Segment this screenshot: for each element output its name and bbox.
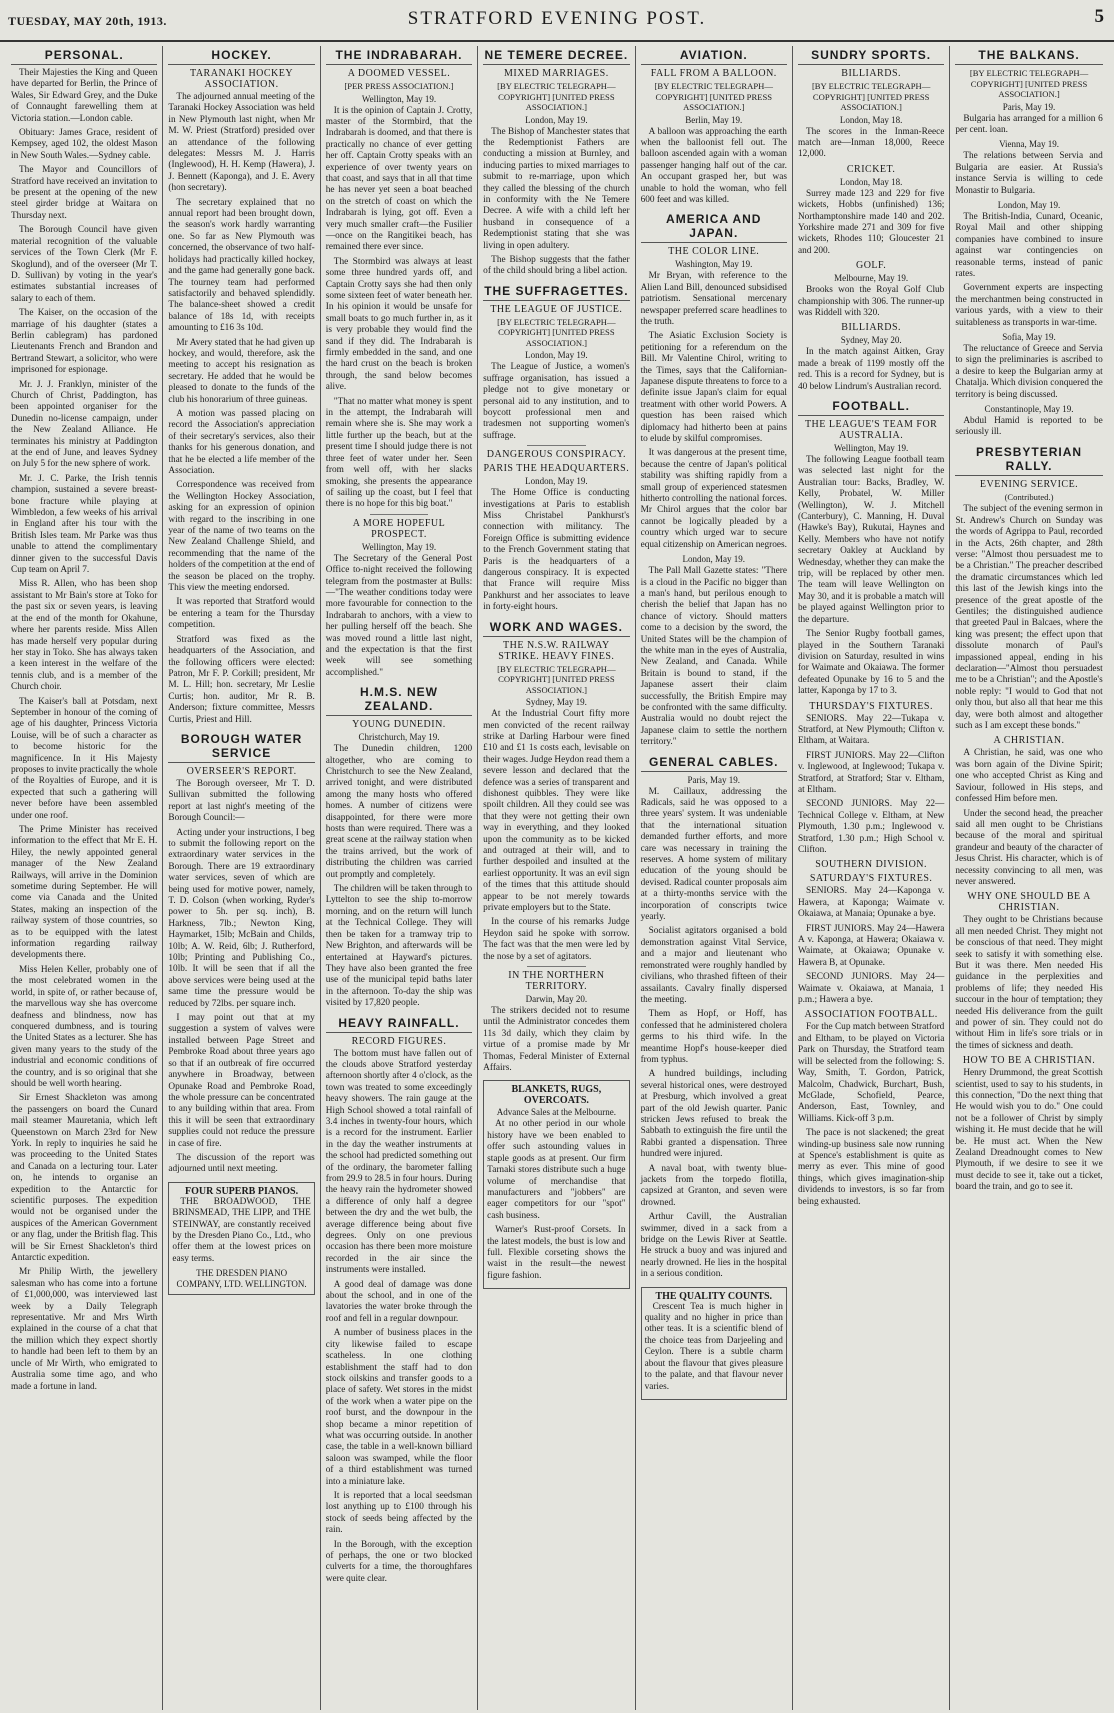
press-source: [BY ELECTRIC TELEGRAPH—COPYRIGHT] [UNITED PRESS ASSOCIATION.]: [497, 663, 616, 695]
article-paragraph: A good deal of damage was done about the school, and in one of the lavatories the water broke through the roof and fell in a regular downpour.: [325, 1279, 473, 1324]
press-source: [BY ELECTRIC TELEGRAPH—COPYRIGHT] [UNITED PRESS ASSOCIATION.]: [497, 81, 616, 112]
section-personal: [11, 48, 157, 1393]
article-paragraph: Under the second head, the preacher said all men ought to be Christians because of the moral and spiritual grandeur and beauty of the character of Jesus Christ. His character, which is of necessity convincing to all men, was never answered.: [955, 808, 1103, 887]
article-paragraph: The Dunedin children, 1200 altogether, who are coming to Christchurch to see the New Zealand, arrived tonight, and were distributed among the many hosts who offered homes. A number of citizens were disappointed, for there were more hosts than were required. There was a great scene at the railway station when the trains arrived, but the work of distributing the children was carried out promptly and completely.: [325, 744, 473, 880]
article-paragraph: Abdul Hamid is reported to be seriously ill.: [955, 416, 1103, 438]
sub-headline: SATURDAY'S FIXTURES.: [809, 873, 933, 885]
section-aviation: [641, 48, 787, 206]
column-balkans: [950, 46, 1107, 1710]
section-water-service: [168, 732, 314, 1176]
article-paragraph: Miss Helen Keller, probably one of the most celebrated women in the world, in spite of, or rather because of, the marvellous way she has overcome deafness and blindness, now has conquered dumbness, and is touring the United States as a lecturer. She has given many years to the study of the industrial and economic conditions of the country, and is so original that she should be well worth hearing.: [11, 964, 158, 1089]
article-paragraph: A number of business places in the city likewise failed to escape scatheless. In one clothing establishment the staff had to don stock oilskins and transfer goods to a place of safety. Wet stores in the midst of the work when a water pipe on the roof burst, and the downpour in the shop became a minor repetition of what was occurring outside. In another case, the table in a well-known billiard saloon was swamped, while the floor of a third establishment was turned into a miniature lake.: [325, 1328, 473, 1487]
section-title: AVIATION.: [641, 48, 787, 65]
fixture-list: SENIORS. May 22—Tukapa v. Stratford, at New Plymouth; Clifton v. Eltham, at Waitara.: [797, 713, 945, 747]
section-title: H.M.S. NEW ZEALAND.: [326, 685, 472, 716]
article-paragraph: They ought to be Christians because all men needed Christ. They might not be conscious of that need. They might seek to satisfy it with something else. But it was there. Men needed His guidance in the perplexities and problems of life; they needed His succour in the hour of temptation; they needed His deliverance from the guilt and power of sin. They could not do without Him in life's sore trials or in the times of sickness and death.: [955, 915, 1103, 1051]
sub-headline: IN THE NORTHERN TERRITORY.: [508, 970, 605, 993]
dateline: London, May 19.: [997, 199, 1061, 210]
article-paragraph: The Stormbird was always at least some three hundred yards off, and Captain Crotty says she had then only some sixteen feet of water beneath her. In his opinion it would be unsafe for small boats to go much further in, as it is very probable they would find the sand if they did. The Indrabarah is firmly embedded in the sand, and one the hard crust on the beach is broken through, the sand below becomes alive.: [325, 256, 473, 393]
article-paragraph: The following League football team was selected last night for the Australian tour: Backs, Bradley, W. Kelly, Probatel, W. Miller (Wellington), W. J. Mitchell (Canterbury), C. Manning, H. Duval (Hawke's Bay), Rukutai, Haynes and Kelly. Members who have not notify secretary Oakley at Auckland by Wednesday, whether they can make the trip, will be replaced by other men. The team will leave Wellington on May 30, and it is probable a match will be played against Wellington prior to the departure.: [797, 455, 945, 625]
sub-headline: GOLF.: [855, 260, 887, 272]
article-paragraph: Mr Bryan, with reference to the Alien Land Bill, denounced subsidised patriotism. Sensational mercenary newspaper preferred scare headlines to the truth.: [640, 271, 787, 327]
advertisement-tea: [641, 1287, 787, 1400]
article-paragraph: The reluctance of Greece and Servia to sign the preliminaries is ascribed to a desire to keep the Bulgarian army at Chatalja. Which division conquered the territory is being discussed.: [955, 344, 1103, 400]
article-paragraph: Their Majesties the King and Queen have departed for Berlin, the Prince of Wales, Sir Edward Grey, and the Duke of Connaught farewelling them at Victoria station.—London cable.: [11, 68, 158, 124]
fixture-list: FIRST JUNIORS. May 22—Clifton v. Inglewood, at Inglewood; Tukapa v. Stratford, at Stratford; Star v. Eltham, at Eltham.: [797, 750, 945, 795]
article-paragraph: The Mayor and Councillors of Stratford have received an invitation to be present at the opening of the new steel girder bridge at Waitara on Thursday next.: [11, 165, 158, 221]
article-paragraph: Mr. J. C. Parke, the Irish tennis champion, sustained a severe breast-bone fracture while playing at Wimbledon, a few weeks of his arrival in England after his tour with the British Isles team. Mr Parke was thus unable to attend the complimentary dinner given to the successful Davis Cup team on April 7.: [11, 473, 158, 576]
article-paragraph: A Christian, he said, was one who was born again of the Divine Spirit; one who accepted Christ as King and Saviour, followed in His steps, and confessed Him before men.: [955, 748, 1103, 805]
article-paragraph: The Prime Minister has received information to the effect that Mr E. H. Hiley, the newly appointed general manager of the New Zealand Railways, will arrive in the Dominion sometime during September. He will come via Canada and the United States, making an inspection of the railway system of those countries, so as to be equipped with the latest information regarding railway developments there.: [11, 825, 158, 961]
section-title: WORK AND WAGES.: [483, 620, 629, 637]
article-paragraph: The Secretary of the General Post Office to-night received the following telegram from the postmaster at Bulls:—"The weather conditions today were more favourable for connection to the Indrabarah to anchors, with a view to her pulling herself off the beach. She was moved round a little last night, and the expectation is that the first week will see something accomplished.": [325, 553, 473, 678]
section-presbyterian-rally: [955, 445, 1102, 1194]
column-aviation: [636, 46, 793, 1710]
article-paragraph: The discussion of the report was adjourned until next meeting.: [168, 1152, 315, 1175]
section-title: GENERAL CABLES.: [641, 755, 787, 772]
section-title: THE SUFFRAGETTES.: [483, 284, 629, 301]
sub-headline: ASSOCIATION FOOTBALL.: [804, 1009, 938, 1021]
sub-headline: CRICKET.: [846, 163, 896, 175]
section-general-cables: [641, 755, 787, 1281]
dateline: London, May 18.: [839, 176, 903, 187]
article-paragraph: A hundred buildings, including several historical ones, were destroyed at Presburg, which involved a great part of the old Jewish quarter. Panic stricken Jews refused to break the Sabbath to extinguish the fire until the Rabbi granted a dispensation. Three hundred were injured.: [640, 1069, 787, 1160]
dateline: Vienna, May 19.: [999, 139, 1060, 150]
article-paragraph: It was dangerous at the present time, because the centre of Japan's political stability was shifting rapidly from a small group of experienced statesmen hitherto controlling the national forces. Mr Chirol argues that the color bar cannot be logically pleaded by a country which urged war to secure equal citizenship on American negroes.: [640, 448, 787, 550]
dateline: Sofia, May 19.: [1002, 332, 1056, 342]
article-paragraph: The Bishop of Manchester states that the Redemptionist Fathers are conducting a mission at Burnley, and inducing parties to mixed marriages to submit to re-marriage, upon which they called the blessing of the church in conformity with the Ne Temere Decree. A wife with a child left her husband in consequence of a Redemptionist stating that she was living in open adultery.: [483, 126, 630, 251]
dateline: London, May 19.: [525, 114, 588, 125]
section-hockey: [168, 48, 314, 726]
article-paragraph: The Home Office is conducting investigations at Paris to establish Miss Christabel Pankhurst's connection with militancy. The Foreign Office is submitting evidence to the French Government stating that Paris is the headquarters of a dangerous conspiracy. It is expected that France will require Miss Pankhurst and her associates to leave in forty-eight hours.: [483, 488, 630, 613]
section-suffragettes: [483, 284, 629, 614]
masthead: [0, 0, 1114, 42]
sub-headline: MIXED MARRIAGES.: [504, 68, 609, 79]
article-paragraph: Them as Hopf, or Hoff, has confessed that he administered cholera germs to his third wife. In the meantime Hopf's house-keeper died from typhus.: [640, 1009, 787, 1065]
press-source: (Contributed.): [1004, 491, 1054, 502]
column-ne-temere: [478, 46, 635, 1710]
fixture-list: SENIORS. May 24—Kaponga v. Hawera, at Kaponga; Waimate v. Okaiawa, at Manaia; Opunake a bye.: [797, 886, 945, 920]
issue-date: TUESDAY, MAY 20th, 1913.: [8, 14, 167, 28]
section-ne-temere: [483, 48, 629, 278]
dateline: London, May 19.: [525, 350, 588, 361]
section-title: BOROUGH WATER SERVICE: [168, 732, 314, 763]
article-paragraph: At the Industrial Court fifty more men convicted of the recent railway strike at Darling Harbour were fined £10 and £1 1s costs each, levisable on their wages. Judge Heydon read them a severe lesson and declared that the defence was a series of transparent and dishonest quibbles. They were like spoilt children. All they could see was that they were not getting their own way in everything, and they looked upon the community as to be kicked and outraged at their will, and to further despoiled and insulted at the earliest opportunity. It was an evil sign of the times that this attitude should appear to be not merely towards private employers but to the State.: [483, 709, 630, 913]
section-title: HOCKEY.: [168, 48, 314, 65]
article-paragraph: I may point out that at my suggestion a system of valves were installed between Page Street and Pembroke Road about three years ago so that if an outbreak of fire occurred anywhere in Broadway, between Opunake Road and Pembroke Road, the whole pressure can be concentrated to any building within that area. From this it will be seen that extraordinary supplies could not reduce the pressure in case of fire.: [168, 1013, 315, 1149]
article-paragraph: A motion was passed placing on record the Association's appreciation of their secretary's services, also their thanks for his generous donation, and that he be elected a life member of the Association.: [168, 408, 315, 476]
dateline: Sydney, May 20.: [840, 335, 902, 346]
sub-headline: A CHRISTIAN.: [993, 735, 1065, 747]
sub-headline: RECORD FIGURES.: [351, 1035, 447, 1047]
sub-headline: PARIS THE HEADQUARTERS.: [483, 463, 630, 475]
fixture-list: SECOND JUNIORS. May 22—Technical College v. Eltham, at New Plymouth, 1.30 p.m.; Inglewood v. Stratford, 1.30 p.m.; High School v. Clifton.: [797, 799, 945, 855]
section-balkans: [955, 48, 1102, 439]
press-source: [BY ELECTRIC TELEGRAPH—COPYRIGHT] [UNITED PRESS ASSOCIATION.]: [811, 81, 931, 112]
article-paragraph: A balloon was approaching the earth when the balloonist fell out. The balloon ascended again with a woman passenger hanging half out of the car. An occupant grasped her, but was unable to hold the woman, who fell 600 feet and was killed.: [640, 126, 787, 205]
article-paragraph: Correspondence was received from the Wellington Hockey Association, asking for an expression of opinion with regard to the inscribing in one year of the name of two teams on the New Zealand Challenge Shield, and recommending that the name of the holders of the competition at the end of the season be placed on the trophy. This view the meeting endorsed.: [168, 480, 315, 594]
ad-title: THE QUALITY COUNTS.: [655, 1290, 773, 1302]
article-paragraph: In the course of his remarks Judge Heydon said he spoke with sorrow. The fact was that the men were led by the nose by a set of agitators.: [483, 917, 630, 962]
section-title: THE BALKANS.: [955, 48, 1102, 65]
section-title: FOOTBALL.: [798, 399, 944, 416]
dateline: London, May 19.: [525, 476, 588, 487]
dateline: Wellington, May 19.: [361, 93, 437, 104]
sub-headline: YOUNG DUNEDIN.: [352, 719, 446, 731]
article-paragraph: Surrey made 123 and 229 for five wickets, Hobbs (unfinished) 136; Northamptonshire made 140 and 202. Yorkshire made 271 and 309 for five wickets, Rhodes 110; Gloucester 21 and 200.: [797, 188, 945, 256]
article-paragraph: Miss R. Allen, who has been shop assistant to Mr Bain's store at Toko for the past six or seven years, is leaving at the end of the month for Okahune, where her parents reside. Miss Allen has made herself very popular during her stay in Toko. She has always taken a keen interest in the welfare of the tennis club, and is a member of the Church choir.: [11, 579, 158, 693]
ad-subtitle: Advance Sales at the Melbourne.: [496, 1107, 616, 1118]
article-paragraph: Mr Philip Wirth, the jewellery salesman who has come into a fortune of £1,000,000, was interviewed last week by a Daily Telegraph representative. Mr and Mrs Wirth explained in the course of a chat that the million which they expect shortly to handle had been left to them by an uncle of Mr Wirth, who emigrated to Australia some time ago, and who made a fortune in land.: [11, 1267, 158, 1392]
fixture-list: FIRST JUNIORS. May 24—Hawera A v. Kaponga, at Hawera; Okaiawa v. Waimate, at Okaiawa; Opunake v. Hawera B, at Opunake.: [797, 923, 945, 968]
divider: [527, 966, 586, 967]
article-paragraph: The Pall Mall Gazette states: "There is a cloud in the Pacific no bigger than a man's hand, but perilous enough to cherish the belief that Japan has no chance of victory. Should matters come to a decision by the sword, the United States will be the champion of the white man in the eyes of Australia, New Zealand, and Canada. While Britain is bound to stand, if the Japanese assert their claim successfully, the British Empire may be confronted with the same difficulty. Australia would no doubt reject the Japanese claim to settle the northern territory.": [640, 566, 787, 748]
article-paragraph: Mr Avery stated that he had given up hockey, and would, therefore, ask the meeting to accept his resignation as secretary. He added that he would be pleased to donate to the funds of the club his honorarium of three guineas.: [168, 337, 315, 405]
dateline: Berlin, May 19.: [685, 114, 743, 125]
section-title: THE INDRABARAH.: [326, 48, 472, 65]
newspaper-title: STRATFORD EVENING POST.: [407, 8, 707, 29]
sub-headline: THE N.S.W. RAILWAY STRIKE. HEAVY FINES.: [498, 639, 615, 662]
article-paragraph: The pace is not slackened; the great winding-up business sale now running at Spence's establishment is quite as merry as ever. This mine of good things, which gives imagination-ship dividends to investors, is so far from being exhausted.: [797, 1128, 945, 1207]
sub-headline: FALL FROM A BALLOON.: [650, 68, 777, 79]
dateline: Paris, May 19.: [1002, 101, 1056, 112]
article-paragraph: The Asiatic Exclusion Society is petitioning for a referendum on the Bill. Mr Valentine Chirol, writing to the Times, says that the Californian-Japanese dispute threatens to force to a definite issue Japan's claim for equal treatment with other world Powers. A question has been raised which diplomacy had hitherto been at pains to elude by skilful compromises.: [640, 331, 787, 445]
ad-title: BLANKETS, RUGS, OVERCOATS.: [511, 1084, 602, 1107]
article-paragraph: It was reported that Stratford would be entering a team for the Thursday competition.: [168, 597, 315, 631]
article-paragraph: The bottom must have fallen out of the clouds above Stratford yesterday afternoon shortly after 4 o'clock, as the town was treated to some exceedingly heavy showers. The rain gauge at the High School showed a total rainfall of 3.4 inches in twenty-four hours, which is a record for the instrument. Earlier in the day the weather instruments at the school had predicted something out of the ordinary, the barometer falling from 29.9 to 28.5 in four hours. During the heavy rain the hydrometer showed a difference of only half a degree between the dry and the wet bulb, the average difference being about five degrees. Only on one previous occasion has there been more moisture recorded in the air since the instruments were installed.: [325, 1048, 473, 1276]
article-paragraph: The Bishop suggests that the father of the child should bring a libel action.: [483, 254, 630, 277]
column-hockey: [163, 46, 320, 1710]
article-paragraph: Mr. J. J. Franklyn, minister of the Church of Christ, Paddington, has been appointed organiser for the Dunedin no-license campaign, under the New Zealand Alliance. He terminates his ministry at Paddington at the end of June, and leaves Sydney on July 5 for the new sphere of work.: [11, 379, 158, 470]
section-hms-new-zealand: [326, 685, 472, 1009]
section-heavy-rainfall: [326, 1016, 472, 1586]
fixture-list: SECOND JUNIORS. May 24—Waimate v. Okaiawa, at Manaia, 1 p.m.; Hawera a bye.: [797, 972, 945, 1006]
page-number: 5: [1094, 6, 1104, 27]
dateline: London, May 18.: [839, 114, 903, 125]
ad-footer: Warner's Rust-proof Corsets. In the latest models, the bust is low and full. Flexible corseting shows the waist in the result—the newest figure fashion.: [487, 1225, 626, 1281]
sub-headline: TARANAKI HOCKEY ASSOCIATION.: [190, 68, 294, 90]
sub-headline: SOUTHERN DIVISION.: [815, 859, 928, 871]
section-title: PERSONAL.: [11, 48, 157, 65]
article-paragraph: Brooks won the Royal Golf Club championship with 306. The runner-up was Riddell with 320.: [797, 285, 945, 318]
article-paragraph: In the Borough, with the exception of perhaps, the one or two blocked culverts for a time, the thoroughfares were quite clear.: [325, 1539, 473, 1584]
section-indrabarah: [326, 48, 472, 679]
article-paragraph: "That no matter what money is spent in the attempt, the Indrabarah will remain where she is. She may work a little further up the beach, but at the present time I should judge there is not three feet of water under her. Seen from well off, with her slacks smoking, she presents the appearance of sailing up the coast, but I feel that there is no hope for this big boat.": [325, 396, 473, 510]
article-paragraph: The Kaiser's ball at Potsdam, next September in honour of the coming of age of his daughter, Princess Victoria Louise, will be of such a character as to become historic for the magnificence. In it His Majesty proposes to invite practically the whole of the Royalties of Europe, and it is expected that such a gathering will never before have been assembled under one roof.: [11, 696, 158, 821]
article-paragraph: In the match against Aitken, Gray made a break of 1199 mostly off the red. This is a record for Sydney, but is 40 below Lindrum's Australian record.: [797, 347, 945, 392]
dateline: Melbourne, May 19.: [834, 273, 909, 284]
article-paragraph: A naval boat, with twenty blue-jackets from the torpedo flotilla, capsized at Granton, and seven were drowned.: [640, 1163, 787, 1208]
dateline: Washington, May 19.: [675, 259, 753, 270]
article-paragraph: Bulgaria has arranged for a million 6 per cent. loan.: [955, 113, 1103, 135]
divider: [370, 514, 429, 515]
section-title: SUNDRY SPORTS.: [798, 48, 944, 65]
article-paragraph: The strikers decided not to resume until the Administrator concedes them 11s 3d daily, which they claim by virtue of a promise made by Mr Thomas, Federal Minister of External Affairs.: [483, 1006, 630, 1074]
article-paragraph: The Senior Rugby football games, played in the Southern Taranaki division on Saturday, resulted in wins for Waimate and Okaiawa. The former defeated Opunake by 16 to 5 and the latter, Kaponga by 17 to 3.: [797, 629, 945, 697]
article-paragraph: Acting under your instructions, I beg to submit the following report on the extraordinary water services in the Borough. There are 19 extraordinary water services, seven of which are being used for motive power, namely, T. D. Colson (when working, Ryder's power to 5h. per sq. inch), B. Harkness, 7lb.; Newton King, Haymarket, 15lb; McBain and Childs, 10lb; A. W. Reid, 6lb; J. Rutherford, 10lb; Printing and Publishing Co., 10lb. It will be seen that if all the above services were being used at the same time the pressure would be reduced by 72lbs. per square inch.: [168, 827, 315, 1009]
section-title: HEAVY RAINFALL.: [326, 1016, 472, 1033]
dateline: Sydney, May 19.: [525, 697, 587, 708]
sub-headline: WHY ONE SHOULD BE A CHRISTIAN.: [967, 891, 1091, 914]
article-paragraph: Obituary: James Grace, resident of Kempsey, aged 102, the oldest Mason in New South Wales.—Sydney cable.: [11, 128, 158, 161]
press-source: [BY ELECTRIC TELEGRAPH—COPYRIGHT] [UNITED PRESS ASSOCIATION.]: [654, 81, 773, 112]
dateline: London, May 19.: [682, 554, 745, 565]
ad-text: THE BROADWOOD, THE BRINSMEAD, THE LIPP, and THE STEINWAY, are constantly received by the Dresden Piano Co., Ltd., who offer them at the lowest prices on easy terms.: [172, 1196, 311, 1264]
sub-headline: DANGEROUS CONSPIRACY.: [486, 449, 626, 461]
article-paragraph: The children will be taken through to Lyttelton to see the ship to-morrow morning, and on the return will lunch at the Technical College. They will then be taken for a tramway trip to New Brighton, and afterwards will be entertained at Hayward's pictures. They have also been granted the free use of the municipal tepid baths later in the afternoon. To-day the ship was visited by 17,820 people.: [325, 884, 473, 1009]
ad-footer: THE DRESDEN PIANO COMPANY, LTD. WELLINGTON.: [176, 1268, 307, 1290]
article-paragraph: The secretary explained that no annual report had been brought down, the season's work hardly warranting one. So far as New Plymouth was concerned, the observance of two half-holidays had practically killed hockey, and the game had generally gone back. The tourney team had performed satisfactorily and behaved splendidly. The balance-sheet showed a credit balance of 18s 1d, with receipts amounting to £16 3s 10d.: [168, 197, 315, 334]
article-paragraph: The relations between Servia and Bulgaria are easier. At Russia's instance Servia is willing to cede Monastir to Bulgaria.: [955, 151, 1103, 196]
article-paragraph: Stratford was fixed as the headquarters of the Association, and the following officers were elected: Patron, Mr F. P. Corkill; president, Mr M. L. Hill; hon. secretary, Mr Leslie Curtis; hon. auditor, Mr R. B. Anderson; fixture committee, Messrs Curtis, Priest and Hill.: [168, 634, 315, 725]
dateline: Wellington, May 19.: [361, 541, 437, 552]
advertisement-pianos: [168, 1182, 314, 1295]
article-paragraph: For the Cup match between Stratford and Eltham, to be played on Victoria Park on Thursday, the Stratford team will be selected from the following: S. Way, Smith, T. Gordon, Patrick, Malcolm, Chadwick, Burchart, Bush, McGlade, Schofield, Pearce, Anderson, East, Townley, and Williams. Kick-off 3 p.m.: [797, 1022, 945, 1124]
section-sundry-sports: [798, 48, 944, 393]
sub-headline: THE LEAGUE'S TEAM FOR AUSTRALIA.: [804, 419, 938, 441]
sub-headline: A DOOMED VESSEL.: [347, 68, 451, 79]
article-paragraph: Arthur Cavill, the Australian swimmer, dived in a sack from a bridge on the Lewis River at Seattle. He struck a buoy and was injured and nearly drowned. He lies in the hospital in a serious condition.: [640, 1212, 787, 1280]
article-paragraph: Henry Drummond, the great Scottish scientist, used to say to his students, in this connection, "Do the next thing that He would wish you to do." One could not be a follower of Christ by simply wishing it. He must decide that he will be. He must act. When the New Zealand Dreadnought comes to New Plymouth, if we desire to see it we must decide to see it, take out a ticket, board the train, and go to see it.: [955, 1068, 1103, 1193]
sub-headline: OVERSEER'S REPORT.: [186, 765, 297, 777]
sub-headline: THE LEAGUE OF JUSTICE.: [490, 303, 623, 315]
section-america-japan: [641, 212, 787, 748]
article-paragraph: The Borough Council have given material recognition of the valuable services of the Town Clerk (Mr F. Skoglund), and of the overseer (Mr T. D. Sullivan) by voting in the year's estimates substantial increases of salary to each of them.: [11, 225, 158, 304]
divider: [527, 445, 586, 446]
article-paragraph: The British-India, Cunard, Oceanic, Royal Mail and other shipping companies have combined to insure against war contingencies on reasonable terms, instead of panic rates.: [955, 211, 1103, 279]
press-source: [BY ELECTRIC TELEGRAPH—COPYRIGHT] [UNITED PRESS ASSOCIATION.]: [497, 316, 616, 348]
section-title: AMERICA AND JAPAN.: [641, 212, 787, 243]
article-paragraph: The adjourned annual meeting of the Taranaki Hockey Association was held in New Plymouth last night, when Mr M. W. Priest (Stratford) presided over an attendance of the following delegates: Messrs M. J. Harris (Inglewood), H. H. Kemp (Hawera), J. J. Bennett (Kaponga), and J. E. Avery (hon secretary).: [168, 92, 315, 194]
press-source: [BY ELECTRIC TELEGRAPH—COPYRIGHT] [UNITED PRESS ASSOCIATION.]: [969, 68, 1089, 99]
sub-headline: THE COLOR LINE.: [668, 246, 760, 258]
article-paragraph: Socialist agitators organised a bold demonstration against Vital Service, and a major and lieutenant who remonstrated were roughly handled by civilians, who thrashed fifteen of their assailants. Cavalry finally dispersed the meeting.: [640, 926, 787, 1005]
article-paragraph: Sir Ernest Shackleton was among the passengers on board the Cunard mail steamer Mauretania, which left Queenstown on March 23rd for New York. In reply to inquiries he said he was proceeding to the United States and Canada on a lecturing tour. Later on, he intends to organise an expedition to the Antarctic for scientific purposes. The expedition would not be organised under the auspices of the American Government or any flag, under the British flag. This will be Sir Ernest Shackleton's third Antarctic expedition.: [11, 1093, 158, 1264]
article-paragraph: The Borough overseer, Mr T. D. Sullivan submitted the following report at last night's meeting of the Borough Council:—: [168, 778, 315, 824]
dateline: Wellington, May 19.: [834, 443, 909, 453]
sub-headline: BILLIARDS.: [841, 68, 902, 79]
section-work-and-wages: [483, 620, 629, 1075]
sub-headline: HOW TO BE A CHRISTIAN.: [962, 1055, 1096, 1067]
dateline: Constantinople, May 19.: [984, 404, 1074, 415]
sub-headline: EVENING SERVICE.: [979, 478, 1079, 490]
column-indrabarah: [321, 46, 478, 1710]
article-paragraph: The League of Justice, a women's suffrage organisation, has issued a pledge not to give monetary or personal aid to any institution, and to boycott professional men and tradesmen not supporting women's suffrage.: [483, 362, 630, 441]
article-paragraph: It is reported that a local seedsman lost anything up to £100 through his stock of seeds being affected by the rain.: [325, 1490, 473, 1536]
column-personal: [6, 46, 163, 1710]
dateline: Christchurch, May 19.: [358, 732, 440, 743]
article-paragraph: The scores in the Inman-Reece match are—Inman 18,000, Reece 12,000.: [797, 126, 945, 160]
ad-text: Crescent Tea is much higher in quality and no higher in price than other teas. It is a scientific blend of the choice teas from Darjeeling and Ceylon. There is a subtle charm about the flavour that gives pleasure to the palate, and that flavour never varies.: [644, 1301, 783, 1392]
section-football: [798, 399, 944, 1208]
column-sundry-sports: [793, 46, 950, 1710]
section-title: PRESBYTERIAN RALLY.: [955, 445, 1102, 476]
sub-headline: A MORE HOPEFUL PROSPECT.: [352, 517, 446, 540]
dateline: Paris, May 19.: [687, 774, 740, 785]
sub-headline: BILLIARDS.: [841, 322, 902, 334]
dateline: Darwin, May 20.: [525, 994, 588, 1005]
article-paragraph: It is the opinion of Captain J. Crotty, master of the Stormbird, that the Indrabarah is doomed, and that there is practically no chance of ever getting her off. Captain Crotty speaks with an experience of over twenty years on that coast, and says that in all that time he has never yet seen a boat beached on the stretch of coast on which the Indrabarah is lying, got off. Even a very much smaller craft—the Fusilier—once on the Rangitikei beach, has remained there ever since.: [325, 105, 473, 253]
article-paragraph: Government experts are inspecting the merchantmen being constructed in various yards, with a view to their suitableness as transports in war-time.: [955, 283, 1103, 328]
advertisement-blankets: [483, 1080, 629, 1289]
sub-headline: THURSDAY'S FIXTURES.: [809, 700, 933, 712]
article-paragraph: The subject of the evening sermon in St. Andrew's Church on Sunday was the words of Agrippa to Paul, recorded in the Acts, 26th chapter, and 28th verse: "Almost thou persuadest me to be a Christian." The preacher described the dramatic circumstances which led this last of the Jewish kings into the presence of the great apostle of the Gentiles; the distinguished audience that greeted Paul in Balcaes, where the king was present; the effect upon that dissolute monarch of Paul's impassioned appeal, ending in his declaration—"Almost thou persuadest me to be a Christian"; and the Apostle's noble reply: "I would to God that not only thou, but also all that hear me this day, were both almost and altogether such as I am except these bonds.": [955, 504, 1103, 732]
article-paragraph: The Kaiser, on the occasion of the marriage of his daughter (states a Berlin cablegram) has pardoned Lieutenants French and Brandon and Bertrand Stewart, a solicitor, who were imprisoned for espionage.: [11, 308, 158, 376]
article-paragraph: M. Caillaux, addressing the Radicals, said he was opposed to a three years' system. It was undeniable that the international situation demanded further efforts, and more care was necessary in training the reserves. A home system of military education of the young should be devised. Radical counter proposals aim at a thirty-months service with the incorporation of conscripts twice yearly.: [640, 786, 787, 923]
ad-title: FOUR SUPERB PIANOS.: [185, 1185, 299, 1197]
press-source: [PER PRESS ASSOCIATION.]: [344, 81, 454, 91]
section-title: NE TEMERE DECREE.: [483, 48, 629, 65]
ad-text: At no other period in our whole history have we been enabled to offer such astounding values in staple goods as at present. Our firm Tarnaki stores distribute such a huge volume of merchandise that manufacturers and "jobbers" are eager competitors for our "spot" cash business.: [487, 1119, 626, 1221]
column-container: [6, 46, 1108, 1710]
